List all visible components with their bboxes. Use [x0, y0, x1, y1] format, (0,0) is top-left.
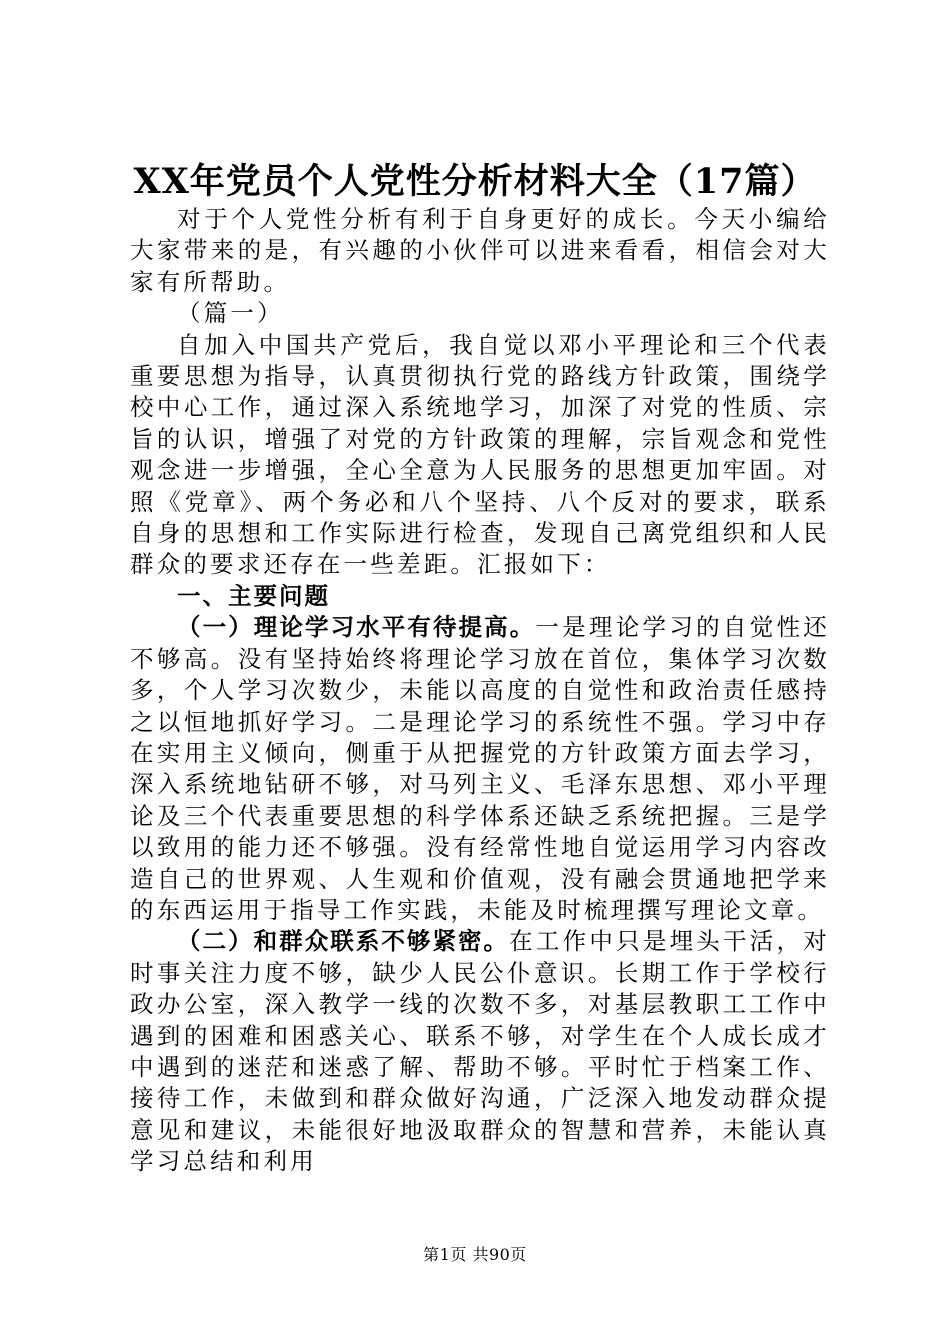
item-1-lead: （一）理论学习水平有待提高。	[177, 613, 536, 642]
item-2-text: 在工作中只是埋头干活，对时事关注力度不够，缺少人民公仆意识。长期工作于学校行政办公室，深入教学一线的次数不多，对基层教职工工作中遇到的困难和困惑关心、联系不够，对学生在个人成长成才中遇到的迷茫和迷惑了解、帮助不够。平时忙于档案工作、接待工作，未做到和群众做好沟通，广泛深入地发动群众提意见和建议，未能很好地汲取群众的智慧和营养，未能认真学习总结和利用	[130, 927, 830, 1176]
item-2-lead: （二）和群众联系不够紧密。	[177, 927, 510, 956]
paragraph-1: 自加入中国共产党后，我自觉以邓小平理论和三个代表重要思想为指导，认真贯彻执行党的路线方针政策，围绕学校中心工作，通过深入系统地学习，加深了对党的性质、宗旨的认识，增强了对党的方针政策的理解，宗旨观念和党性观念进一步增强，全心全意为人民服务的思想更加牢固。对照《党章》、两个务必和八个坚持、八个反对的要求，联系自身的思想和工作实际进行检查，发现自己离党组织和人民群众的要求还存在一些差距。汇报如下：	[130, 330, 830, 579]
part-label: （篇一）	[177, 299, 284, 328]
item-1-paragraph	[130, 612, 830, 926]
document-body	[130, 204, 830, 1178]
section-heading-main-problems: 一、主要问题	[177, 581, 330, 610]
item-1-text: 一是理论学习的自觉性还不够高。没有坚持始终将理论学习放在首位，集体学习次数多，个人学习次数少，未能以高度的自觉性和政治责任感持之以恒地抓好学习。二是理论学习的系统性不强。学习中存在实用主义倾向，侧重于从把握党的方针政策方面去学习，深入系统地钻研不够，对马列主义、毛泽东思想、邓小平理论及三个代表重要思想的科学体系还缺乏系统把握。三是学以致用的能力还不够强。没有经常性地自觉运用学习内容改造自己的世界观、人生观和价值观，没有融会贯通地把学来的东西运用于指导工作实践，未能及时梳理撰写理论文章。	[130, 613, 831, 924]
page-footer: 第1页 共90页	[423, 1245, 527, 1264]
intro-paragraph: 对于个人党性分析有利于自身更好的成长。今天小编给大家带来的是，有兴趣的小伙伴可以进来看看，相信会对大家有所帮助。	[130, 205, 830, 296]
item-2-paragraph	[130, 926, 830, 1177]
document-title: XX年党员个人党性分析材料大全（17篇）	[133, 161, 817, 202]
